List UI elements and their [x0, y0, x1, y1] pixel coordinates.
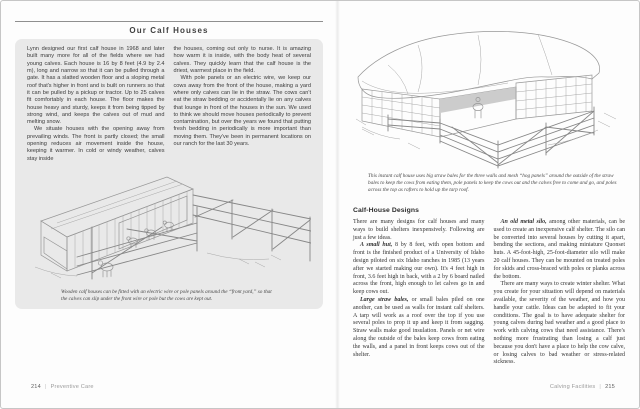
paragraph: There are many ways to create winter shelter. What you create for your situation will depend on materials available, the severity of the weather, and how you handle your cattle. Ideas can be adapted to fit your conditions. The goal is to have adequate shelter for young calves during bad weather and a good place to work with calving cows that need assistance. There's nothing more frustrating than losing a calf just because you don't have a place to help the cow calve, or losing calves to bad weather or stress-related sickness. — [493, 281, 625, 366]
page-left — [1, 1, 337, 408]
page-number: 215 — [605, 384, 615, 390]
page-footer-right — [550, 384, 615, 390]
footer-separator: | — [44, 384, 47, 390]
sidebar-column-2 — [174, 46, 312, 163]
chapter-label: Calving Facilities — [549, 384, 596, 390]
page-footer-left — [31, 384, 94, 390]
footer-separator: | — [599, 384, 602, 390]
body-columns — [353, 219, 625, 367]
lead-in: An old metal silo, — [500, 219, 547, 225]
page-number: 214 — [31, 384, 41, 390]
body-column-2 — [494, 219, 626, 367]
paragraph: With pole panels or an electric wire, we keep our cows away from the front of the house, making a yard where only calves can lie in the straw. The cows can't eat the straw bedding or accidentally lie on any calves that lounge in front of the houses in the sun. We used to think we should move houses periodically to prevent contamination, but over the years we found that putting fresh bedding in periodically is more important than moving them. They've been in permanent locations on our ranch for the last 30 years. — [173, 75, 311, 148]
calf-house-illustration — [27, 167, 311, 288]
paragraph — [494, 219, 626, 281]
sidebar-box — [15, 21, 323, 309]
illustration-caption: Wooden calf houses can be fitted with an electric wire or pole panels around the “front yard,” so that the calves can slip under the front wire or pole but the cows are kept out. — [61, 289, 272, 303]
illustration-caption: This instant calf house uses big straw bales for the three walls and mesh “hog panels” around the outside of the straw bales to keep the cows from eating them, pole panels to keep the cows out and the calves free to come and go, and poles across the top as rafters to hold up the tarp roof. — [368, 173, 617, 194]
lead-in: A small hut, — [360, 242, 393, 249]
body-column-1 — [353, 219, 485, 367]
paragraph: We situate houses with the opening away from prevailing winds. The front is partly closed; the small opening reduces air movement inside the house, keeping it warmer. In cold or windy weather, calves stay inside — [27, 126, 165, 162]
sidebar-body — [15, 39, 323, 309]
lead-in: Large straw bales, — [360, 296, 409, 303]
paragraph: Lynn designed our first calf house in 1968 and later built many more for all of the fields where we had young calves. Each house is 16 by 8 feet (4.9 by 2.4 m), long and narrow so that it can be pulled through a gate. It has a slatted wooden floor and a sloping metal roof that's higher in front and is built on runners so that it can be pulled by a pickup or tractor. Up to 25 calves fit comfortably in each house. The floor makes the house heavy and sturdy, keeps it from being tipped by strong wind, and keeps the calves out of mud and melting snow. — [27, 46, 165, 126]
section-heading: Calf-House Designs — [353, 207, 420, 214]
sidebar-column-1 — [27, 46, 165, 163]
paragraph-text: or small bales piled on one another, can be used as walls for instant calf shelters. A tarp will work as a roof over the top if you use several poles to prop it up and keep it from sagging. Straw walls make good insulation. Panels or net wire along the outside of the bales keep cows from eating the walls, and a panel in front keeps cows out of the shelter. — [353, 296, 485, 358]
sidebar-title: Our Calf Houses — [15, 22, 323, 39]
page-right — [338, 1, 640, 408]
paragraph-text: 8 by 8 feet, with open bottom and front is the finished product of a University of Idaho design piloted on six Idaho ranches in 1985 (13 years after we started making our own). It's 4 feet high in front, 3.6 feet high in back, with a 2 by 6 board nailed across the front, high enough to let calves go in and keep cows out. — [353, 242, 485, 296]
straw-bale-shelter-illustration — [344, 15, 634, 175]
sidebar-columns — [27, 46, 311, 163]
chapter-label: Preventive Care — [50, 384, 94, 390]
paragraph: There are many designs for calf houses and many ways to build shelters inexpensively. Following are just a few ideas. — [353, 219, 485, 241]
paragraph — [353, 242, 485, 297]
paragraph — [353, 297, 485, 359]
paragraph: the houses, coming out only to nurse. It is amazing how warm it is inside, with the body heat of several calves. They quickly learn that the calf house is the driest, warmest place in the field. — [173, 46, 311, 74]
paragraph-text: among other materials, can be used to create an inexpensive calf shelter. The silo can be converted into several houses by cutting it apart, bending the sections, and making miniature Quonset huts. A 45-foot-high, 25-foot-diameter silo will make 20 calf houses. They can be mounted on treated poles for skids and cross-braced with poles or planks across the bottom. — [493, 219, 626, 280]
